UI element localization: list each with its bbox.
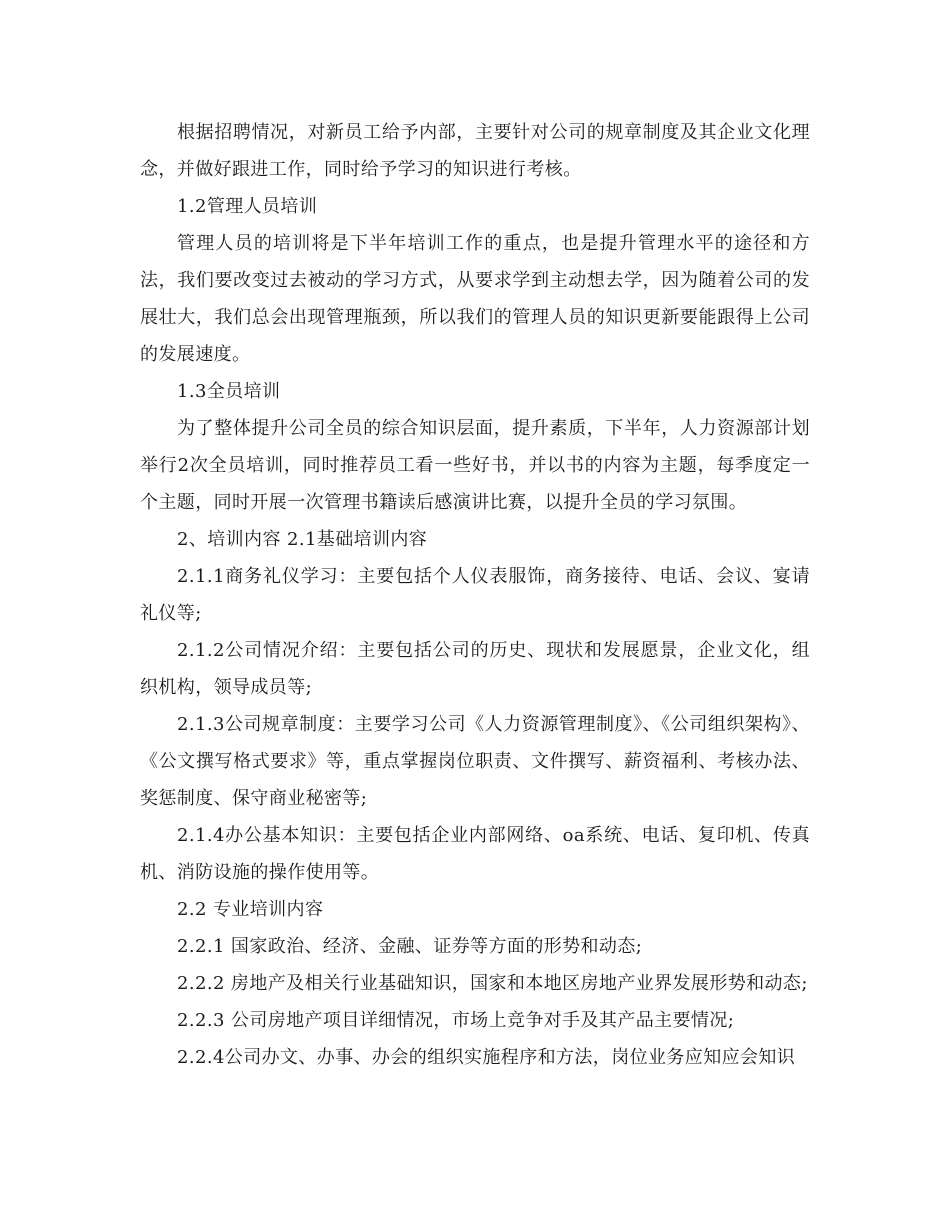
- paragraph-management-training: 管理人员的培训将是下半年培训工作的重点，也是提升管理水平的途径和方法，我们要改变过去被动的学习方式，从要求学到主动想去学，因为随着公司的发展壮大，我们总会出现管理瓶颈，所以我们的管理人员的知识更新要能跟得上公司的发展速度。: [140, 233, 810, 365]
- paragraph-national-affairs: 2.2.1 国家政治、经济、金融、证券等方面的形势和动态;: [177, 936, 643, 957]
- paragraph-company-rules: 2.1.3公司规章制度：主要学习公司《人力资源管理制度》、《公司组织架构》、《公文撰写格式要求》等，重点掌握岗位职责、文件撰写、薪资福利、考核办法、奖惩制度、保守商业秘密等;: [140, 714, 810, 809]
- paragraph-real-estate-knowledge: 2.2.2 房地产及相关行业基础知识，国家和本地区房地产业界发展形势和动态;: [177, 973, 808, 994]
- paragraph-company-introduction: 2.1.2公司情况介绍：主要包括公司的历史、现状和发展愿景，企业文化，组织机构，领导成员等;: [140, 640, 810, 698]
- paragraph-office-procedures: 2.2.4公司办文、办事、办会的组织实施程序和方法，岗位业务应知应会知识: [177, 1047, 796, 1068]
- paragraph-business-etiquette: 2.1.1商务礼仪学习：主要包括个人仪表服饰，商务接待、电话、会议、宴请礼仪等;: [140, 566, 810, 624]
- document-body: [140, 114, 810, 1076]
- paragraph-office-basics: 2.1.4办公基本知识：主要包括企业内部网络、oa系统、电话、复印机、传真机、消防设施的操作使用等。: [140, 825, 810, 883]
- heading-all-staff-training: 1.3全员培训: [177, 381, 281, 402]
- paragraph-all-staff-training: 为了整体提升公司全员的综合知识层面，提升素质，下半年，人力资源部计划举行2次全员培训，同时推荐员工看一些好书，并以书的内容为主题，每季度定一个主题，同时开展一次管理书籍读后感演讲比赛，以提升全员的学习氛围。: [140, 418, 810, 513]
- heading-training-content: 2、培训内容 2.1基础培训内容: [177, 529, 428, 550]
- heading-management-training: 1.2管理人员培训: [177, 196, 318, 217]
- paragraph-new-employee-training: 根据招聘情况，对新员工给予内部，主要针对公司的规章制度及其企业文化理念，并做好跟进工作，同时给予学习的知识进行考核。: [140, 122, 810, 180]
- heading-professional-training: 2.2 专业培训内容: [177, 899, 324, 920]
- paragraph-company-projects: 2.2.3 公司房地产项目详细情况，市场上竞争对手及其产品主要情况;: [177, 1010, 735, 1031]
